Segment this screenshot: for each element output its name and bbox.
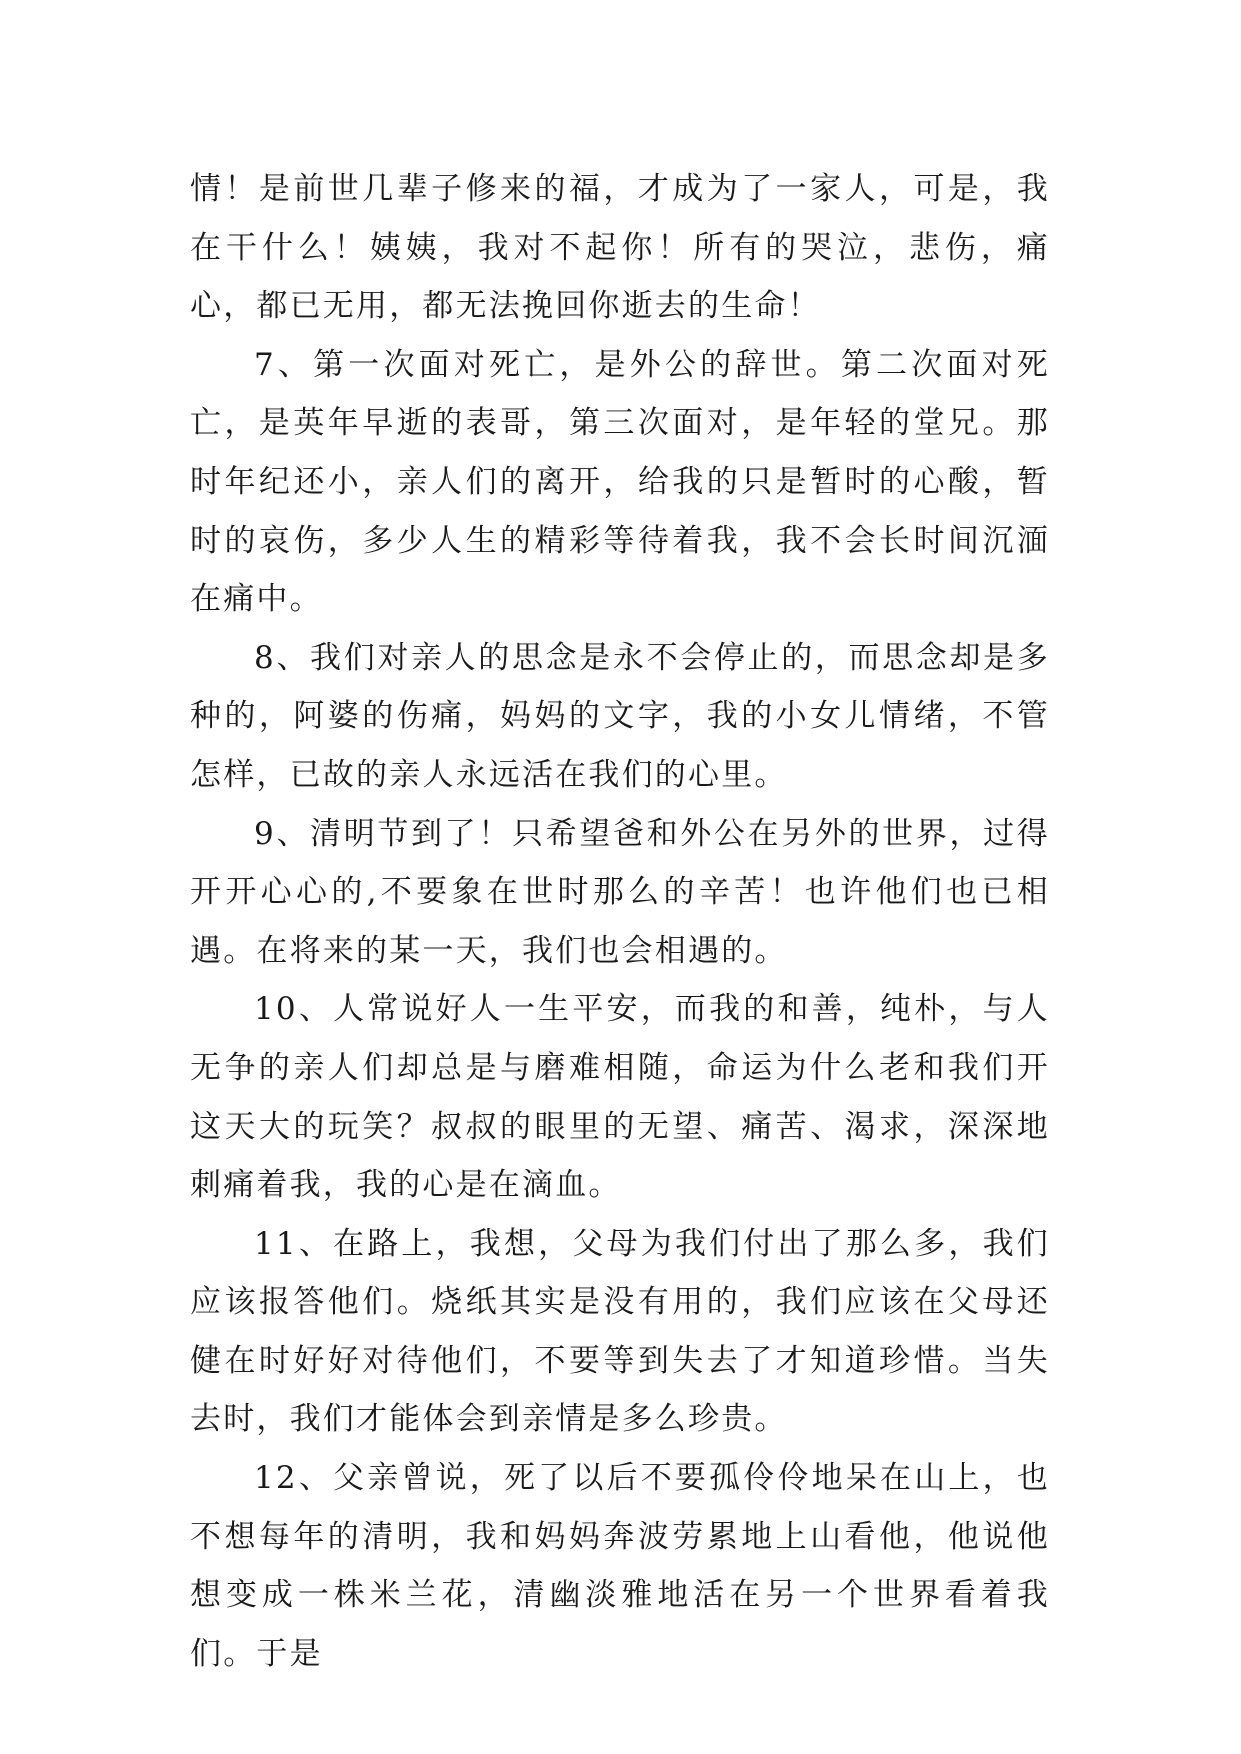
document-body (190, 160, 1050, 1683)
paragraph-7: 7、第一次面对死亡，是外公的辞世。第二次面对死亡，是英年早逝的表哥，第三次面对，是年轻的堂兄。那时年纪还小，亲人们的离开，给我的只是暂时的心酸，暂时的哀伤，多少人生的精彩等待着我，我不会长时间沉湎在痛中。 (190, 346, 1050, 618)
paragraph-8: 8、我们对亲人的思念是永不会停止的，而思念却是多种的，阿婆的伤痛，妈妈的文字，我的小女儿情绪，不管怎样，已故的亲人永远活在我们的心里。 (190, 639, 1050, 793)
paragraph-9: 9、清明节到了！只希望爸和外公在另外的世界，过得开开心心的,不要象在世时那么的辛苦！也许他们也已相遇。在将来的某一天，我们也会相遇的。 (190, 815, 1050, 969)
paragraph-11: 11、在路上，我想，父母为我们付出了那么多，我们应该报答他们。烧纸其实是没有用的，我们应该在父母还健在时好好对待他们，不要等到失去了才知道珍惜。当失去时，我们才能体会到亲情是多么珍贵。 (190, 1225, 1050, 1438)
paragraph-continuation: 情！是前世几辈子修来的福，才成为了一家人，可是，我在干什么！姨姨，我对不起你！所有的哭泣，悲伤，痛心，都已无用，都无法挽回你逝去的生命！ (190, 171, 1050, 325)
paragraph-12: 12、父亲曾说，死了以后不要孤伶伶地呆在山上，也不想每年的清明，我和妈妈奔波劳累地上山看他，他说他想变成一株米兰花，清幽淡雅地活在另一个世界看着我们。于是 (190, 1460, 1050, 1672)
paragraph-10: 10、人常说好人一生平安，而我的和善，纯朴，与人无争的亲人们却总是与磨难相随，命运为什么老和我们开这天大的玩笑？叔叔的眼里的无望、痛苦、渴求，深深地刺痛着我，我的心是在滴血。 (190, 991, 1050, 1204)
